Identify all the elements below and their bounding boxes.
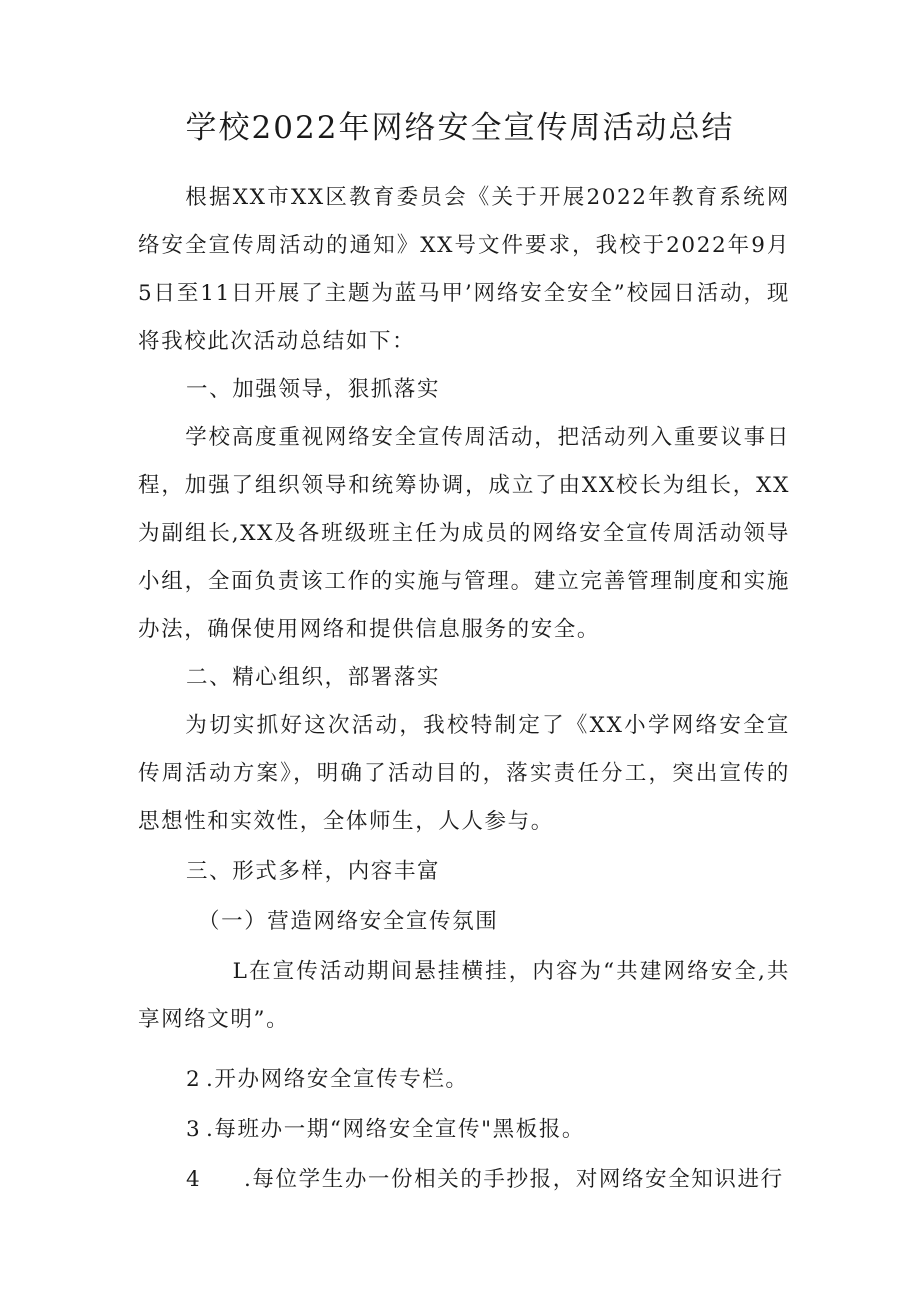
list-item-text: 在宣传活动期间悬挂横挂，内容为“共建网络安全,共享网络文明”。 — [138, 959, 790, 1032]
section-3-heading: 三、形式多样，内容丰富 — [186, 859, 441, 884]
section-2-heading: 二、精心组织，部署落实 — [186, 665, 441, 690]
list-item-number: L — [232, 959, 249, 984]
list-item-text: .每班办一期“网络安全宣传"黑板报。 — [206, 1117, 586, 1142]
section-1-heading: 一、加强领导，狠抓落实 — [186, 377, 441, 402]
section-1-paragraph: 学校高度重视网络安全宣传周活动，把活动列入重要议事日程，加强了组织领导和统筹协调，成立了由XX校长为组长，XX为副组长,XX及各班级班主任为成员的网络安全宣传周活动领导小组，全面负责该工作的实施与管理。建立完善管理制度和实施办法，确保使用网络和提供信息服务的安全。 — [138, 425, 790, 642]
list-item-text: .每位学生办一份相关的手抄报，对网络安全知识进行 — [244, 1167, 784, 1192]
list-item — [138, 1156, 790, 1204]
list-item — [138, 948, 790, 1044]
section-2-paragraph: 为切实抓好这次活动，我校特制定了《XX小学网络安全宣传周活动方案》，明确了活动目的，落实责任分工，突出宣传的思想性和实效性，全体师生，人人参与。 — [138, 713, 790, 834]
intro-paragraph: 根据XX市XX区教育委员会《关于开展2022年教育系统网络安全宣传周活动的通知》XX号文件要求，我校于2022年9月5日至11日开展了主题为蓝马甲’网络安全安全”校园日活动，现将我校此次活动总结如下： — [138, 185, 790, 354]
list-item-number: 3 — [186, 1117, 202, 1142]
list-item-text: .开办网络安全宣传专栏。 — [206, 1067, 469, 1092]
section-3-sub-heading: （一）营造网络安全宣传氛围 — [198, 909, 499, 934]
document-body — [138, 174, 790, 1204]
document-title: 学校2022年网络安全宣传周活动总结 — [185, 110, 735, 146]
list-item-number: 4 — [186, 1167, 202, 1192]
list-item-number: 2 — [186, 1067, 202, 1092]
list-item — [138, 1056, 790, 1104]
list-item — [138, 1106, 790, 1154]
